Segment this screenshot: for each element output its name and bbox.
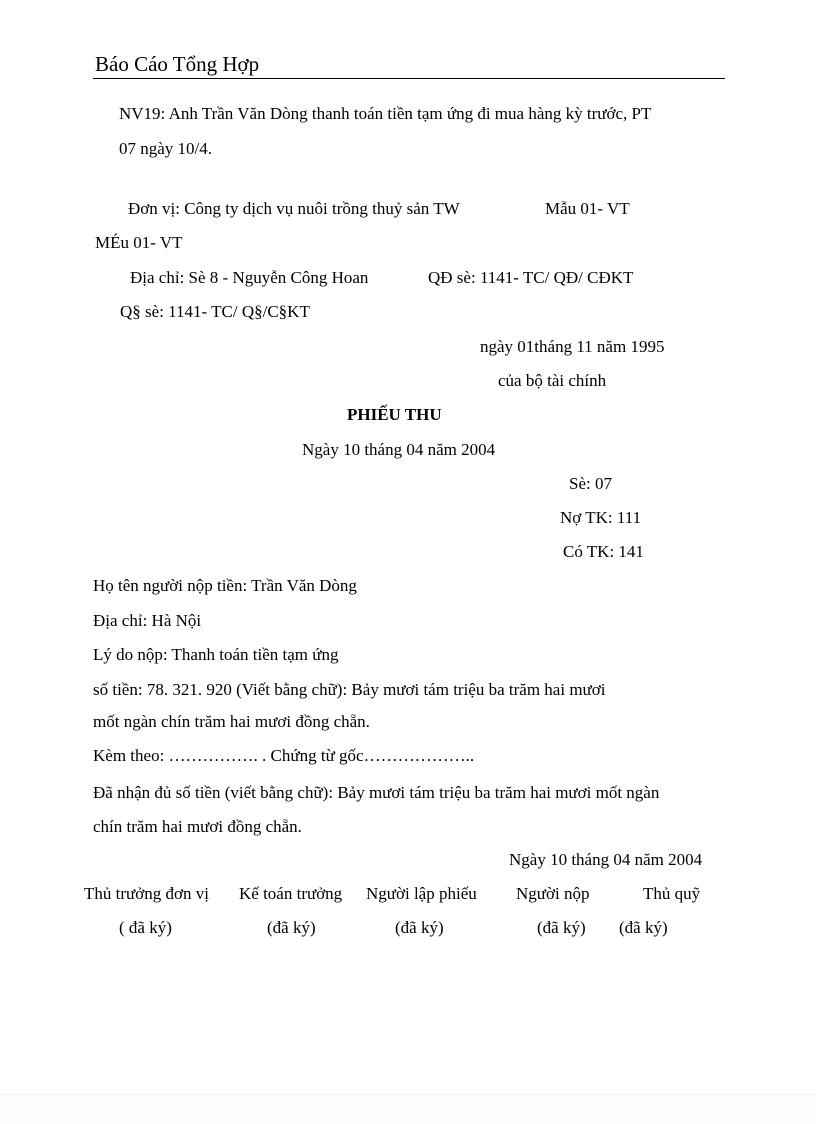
receipt-number: Sè: 07: [569, 474, 612, 493]
signature-title-cashier: Thủ quỹ: [643, 884, 701, 903]
received-line-1: Đã nhận đủ số tiền (viết bằng chữ): Bảy mươi tám triệu ba trăm hai mươi mốt ngàn: [93, 783, 660, 802]
org-unit: Đơn vị: Công ty dịch vụ nuôi trồng thuỷ sản TW: [128, 199, 460, 218]
decision-issuer: của bộ tài chính: [498, 371, 607, 390]
payer-address: Địa chỉ: Hà Nội: [93, 611, 202, 630]
header-divider: [93, 78, 725, 79]
credit-account: Có TK: 141: [563, 542, 644, 561]
signed-cashier: (đã ký): [619, 918, 668, 937]
decision-date: ngày 01tháng 11 năm 1995: [480, 337, 665, 356]
page-bottom-edge: [0, 1094, 816, 1124]
payment-reason: Lý do nộp: Thanh toán tiền tạm ứng: [93, 645, 339, 664]
form-number-garbled: MÉu 01- VT: [95, 233, 183, 252]
decision-number: QĐ sè: 1141- TC/ QĐ/ CĐKT: [428, 268, 634, 287]
signed-chief-accountant: (đã ký): [267, 918, 316, 937]
signature-date: Ngày 10 tháng 04 năm 2004: [509, 850, 703, 869]
signed-director: ( đã ký): [119, 918, 172, 937]
signature-title-chief-accountant: Kế toán trưởng: [239, 884, 343, 903]
receipt-date: Ngày 10 tháng 04 năm 2004: [302, 440, 496, 459]
debit-account: Nợ TK: 111: [560, 508, 642, 527]
intro-line-2: 07 ngày 10/4.: [119, 139, 213, 158]
attachments: Kèm theo: ……………. . Chứng từ gốc………………..: [93, 746, 475, 765]
signature-title-director: Thủ trưởng đơn vị: [84, 884, 209, 903]
signed-preparer: (đã ký): [395, 918, 444, 937]
signed-payer: (đã ký): [537, 918, 586, 937]
form-number: Mẫu 01- VT: [545, 199, 630, 218]
signature-title-preparer: Người lập phiếu: [366, 884, 477, 903]
received-line-2: chín trăm hai mươi đồng chẵn.: [93, 817, 302, 836]
receipt-title: PHIẾU THU: [347, 405, 442, 424]
amount-line-1: số tiền: 78. 321. 920 (Viết bằng chữ): Bảy mươi tám triệu ba trăm hai mươi: [93, 680, 606, 699]
org-address: Địa chỉ: Sè 8 - Nguyễn Công Hoan: [130, 268, 369, 287]
intro-line-1: NV19: Anh Trần Văn Dòng thanh toán tiền tạm ứng đi mua hàng kỳ trước, PT: [119, 104, 652, 123]
decision-number-garbled: Q§ sè: 1141- TC/ Q§/C§KT: [120, 302, 310, 321]
report-title: Báo Cáo Tổng Hợp: [95, 52, 260, 76]
signature-title-payer: Người nộp: [516, 884, 590, 903]
payer-name: Họ tên người nộp tiền: Trần Văn Dòng: [93, 576, 357, 595]
amount-line-2: mốt ngàn chín trăm hai mươi đồng chẵn.: [93, 712, 370, 731]
